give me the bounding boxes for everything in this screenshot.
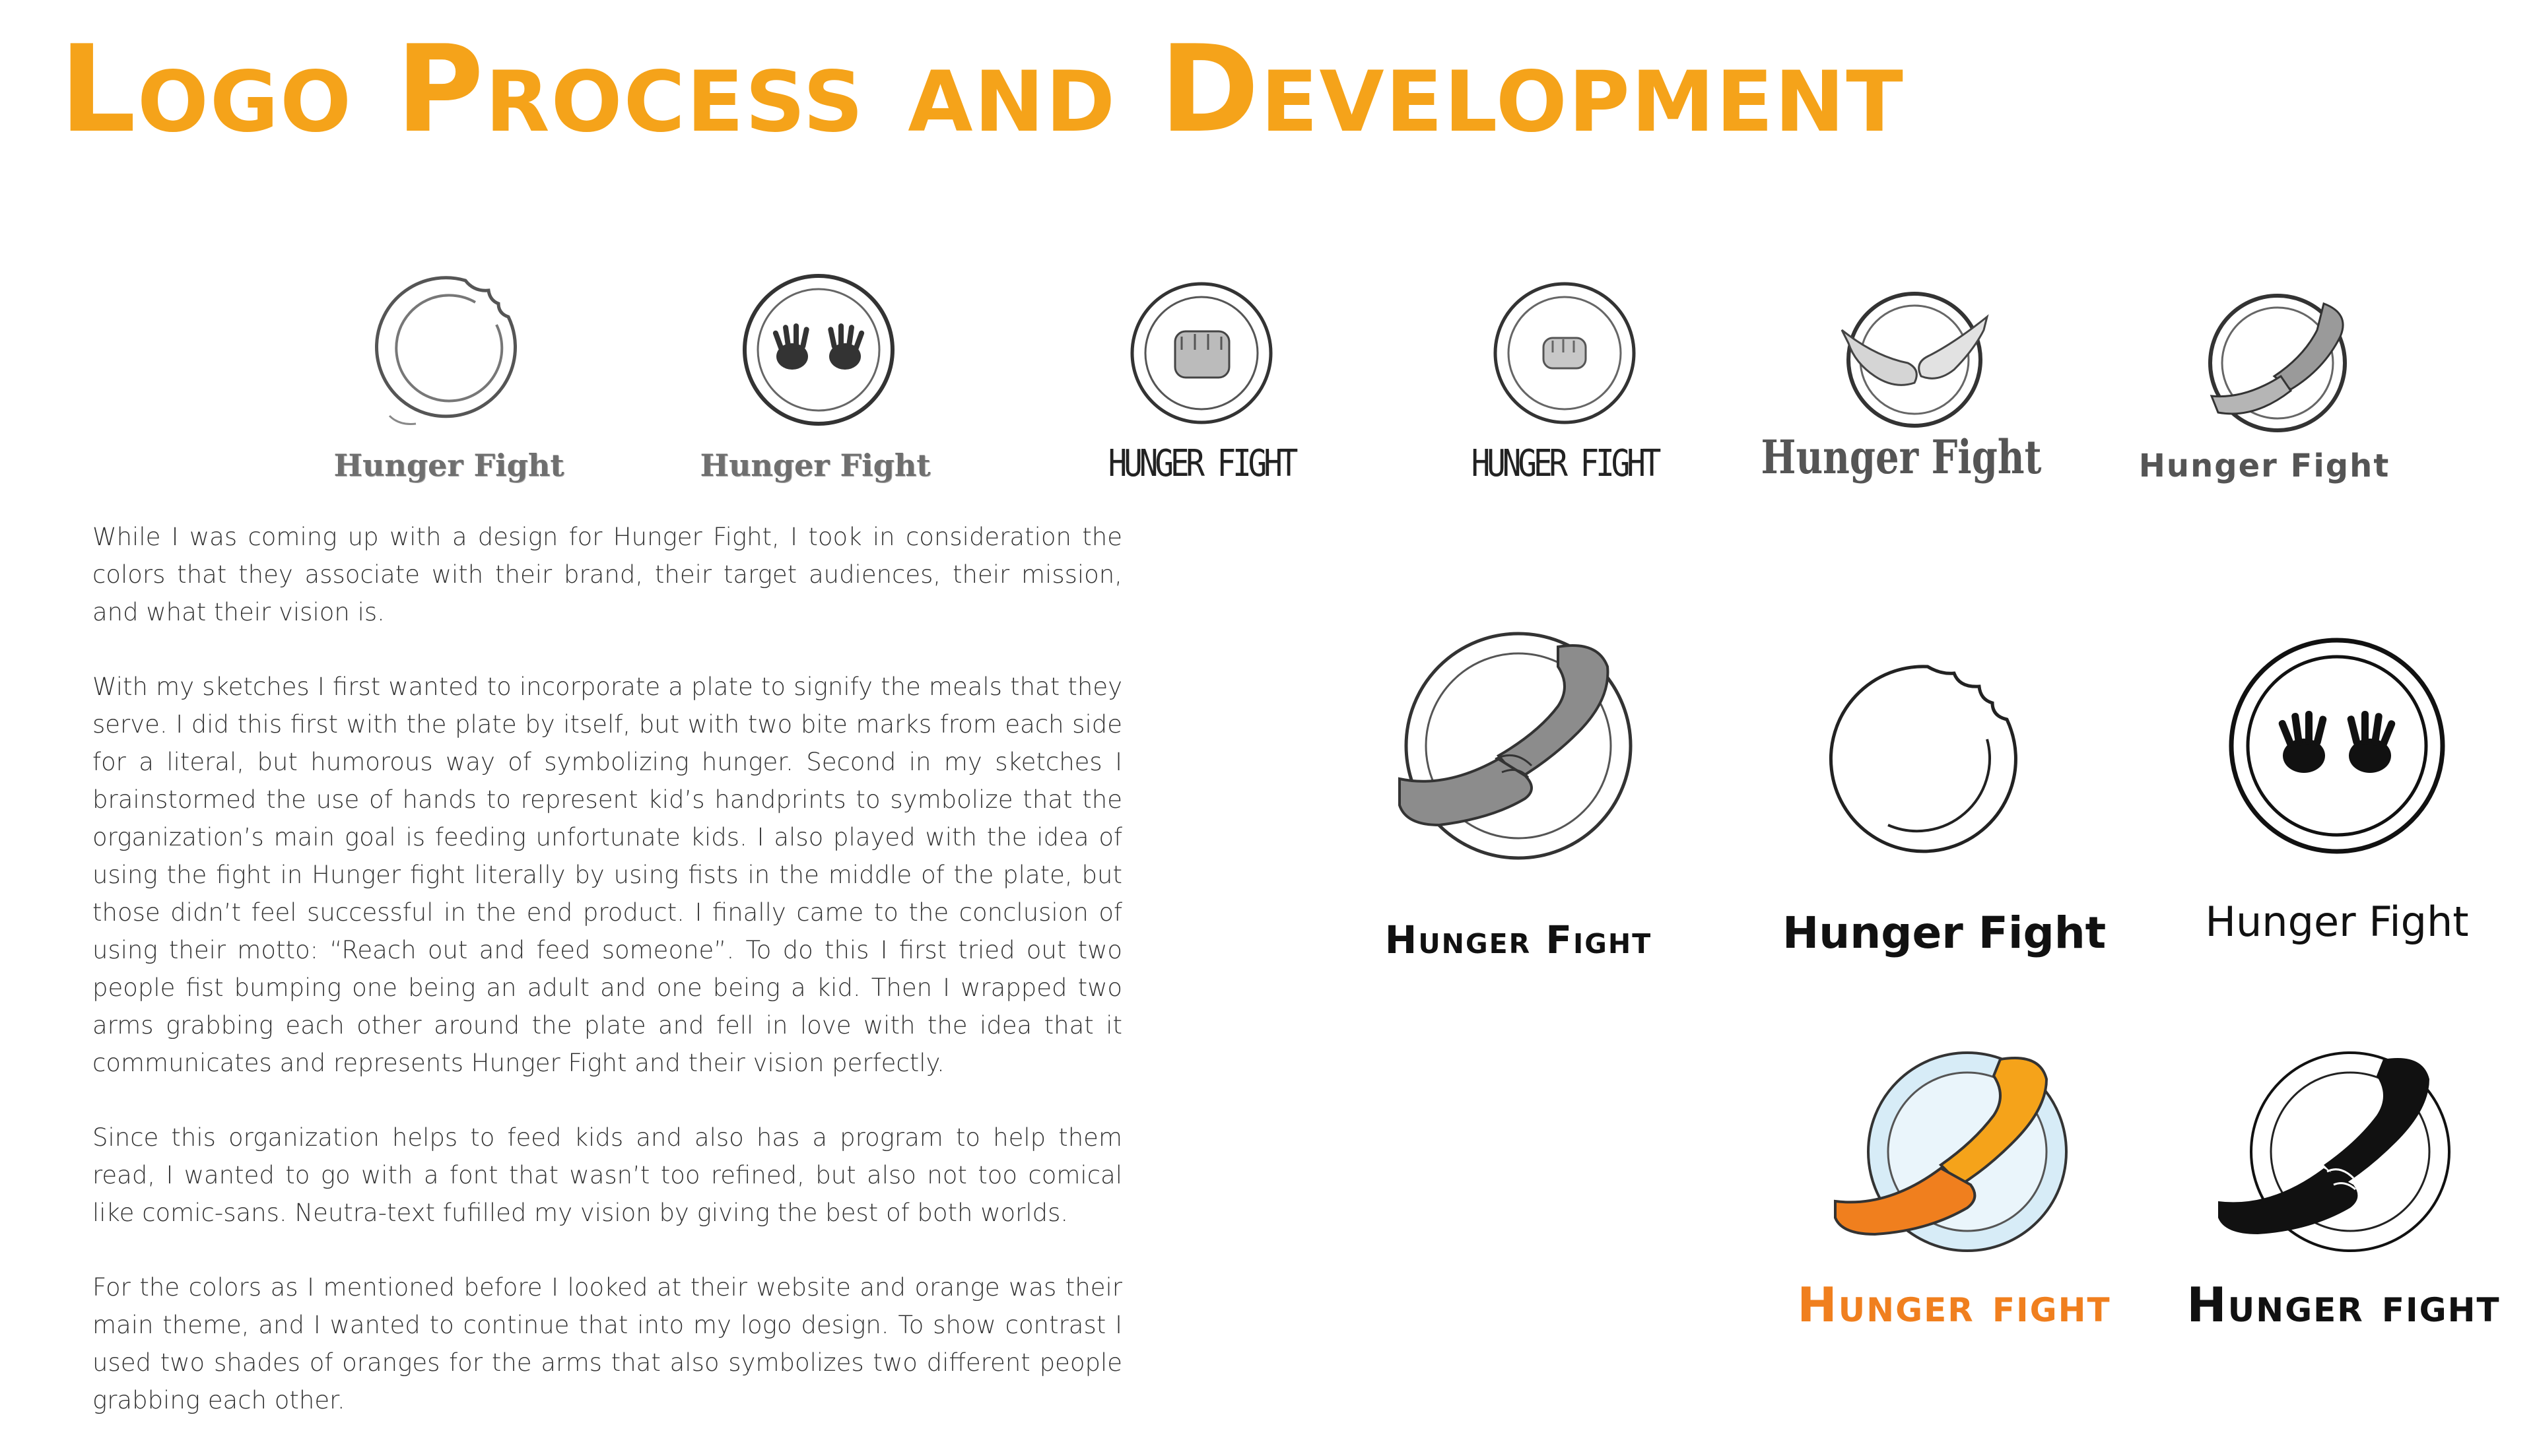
handprints-plate-logo-icon xyxy=(2179,627,2495,865)
sketch-6 xyxy=(2112,277,2416,508)
final-logo-5-caption: Hunger fight xyxy=(2186,1277,2501,1333)
sketch-4 xyxy=(1419,271,1710,508)
bitten-plate-logo-icon xyxy=(1782,653,2086,865)
sketch-5 xyxy=(1756,290,2046,508)
sketch-3-caption: HUNGER FIGHT xyxy=(1108,442,1295,485)
final-logo-5 xyxy=(2172,1043,2515,1340)
final-logo-2 xyxy=(1782,653,2107,964)
sketch-1 xyxy=(310,264,588,502)
final-logo-2-caption: Hunger Fight xyxy=(1782,908,2107,958)
final-logo-1 xyxy=(1360,627,1677,970)
sketch-2 xyxy=(677,264,954,502)
final-logo-4 xyxy=(1782,1043,2126,1340)
sketch-4-caption: HUNGER FIGHT xyxy=(1471,442,1658,485)
sketch-6-caption: Hunger Fight xyxy=(2138,447,2390,484)
paragraph-4: For the colors as I mentioned before I looked at their website and orange was their main theme, and I wanted to continue that into my logo design. To show contrast I used two shades of oranges for the arms that also symbolizes two different people grabbing each other. xyxy=(92,1273,1122,1414)
paragraph-2: With my sketches I first wanted to incorporate a plate to signify the meals that they serve. I did this first with the plate by itself, but with two bite marks from each side for a literal, but humorous way of symbolizing hunger. Second in my sketches I brainstormed the use of hands to represent kid’s handprints to symbolize that the organization’s main goal is feeding unfortunate kids. I also played with the idea of using the fight in Hunger fight literally by using fists in the middle of the plate, but those didn’t feel successful in the end product. I finally came to the conclusion of using their motto: “Reach out and feed someone”. To do this I first tried out two people fist bumping one being an adult and one being a kid. Then I wrapped two arms grabbing each other around the plate and fell in love with the idea that it communicates and represents Hunger Fight and their vision perfectly. xyxy=(92,673,1122,1077)
final-logo-3 xyxy=(2179,627,2495,964)
sketch-3 xyxy=(1056,271,1347,508)
orange-arms-plate-logo-icon xyxy=(1782,1043,2126,1261)
body-text xyxy=(92,518,1122,1456)
sketch-5-caption: Hunger Fight xyxy=(1761,430,2042,485)
gray-arms-plate-logo-icon xyxy=(1360,627,1677,865)
page-title: Logo Process and Development xyxy=(59,19,1905,159)
final-logo-3-caption: Hunger Fight xyxy=(2205,898,2469,946)
sketch-2-caption: Hunger Fight xyxy=(700,447,931,483)
paragraph-3: Since this organization helps to feed kids and also has a program to help them read, I wanted to go with a font that wasn’t too refined, but also not too comical like comic-sans. Neutra-text fufilled my vision by giving the best of both worlds. xyxy=(92,1123,1122,1227)
final-logo-1-caption: Hunger Fight xyxy=(1384,917,1652,962)
sketch-1-caption: Hunger Fight xyxy=(333,447,564,483)
final-logo-4-caption: Hunger fight xyxy=(1797,1277,2111,1333)
black-arms-plate-logo-icon xyxy=(2172,1043,2515,1261)
paragraph-1: While I was coming up with a design for Hunger Fight, I took in consideration the colors that they associate with their brand, their target audiences, their mission, and what their vision is. xyxy=(92,523,1122,626)
